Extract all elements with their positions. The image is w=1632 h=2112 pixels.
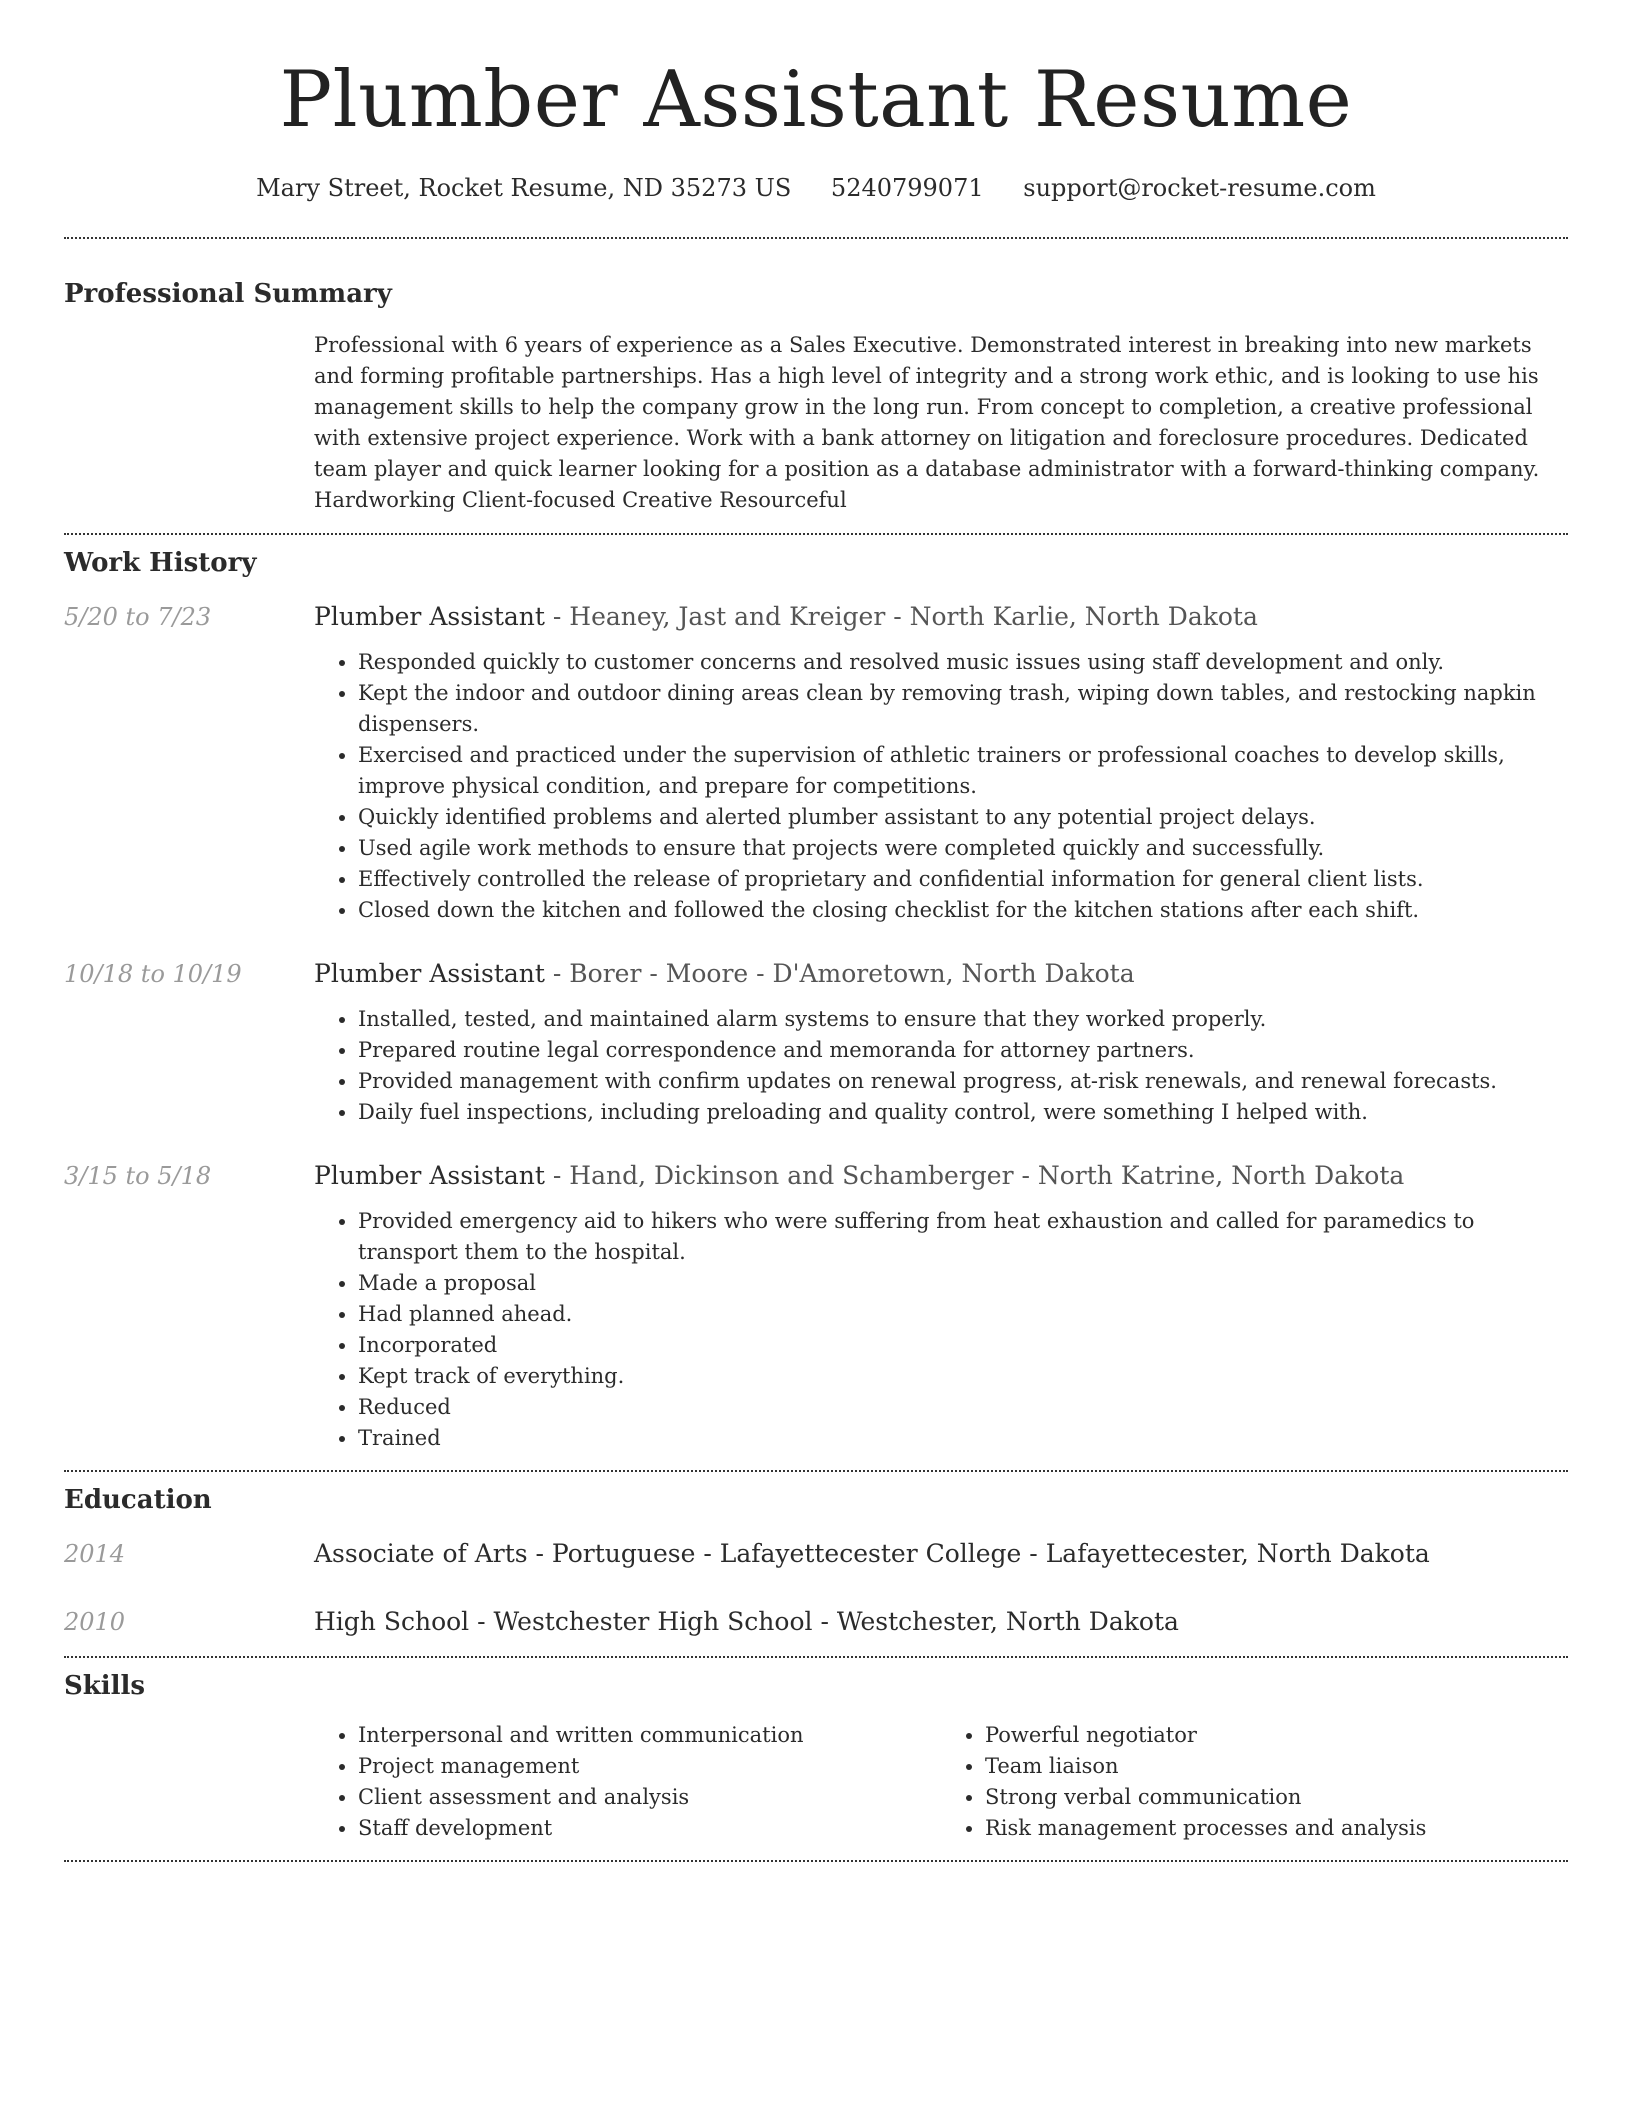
job-heading [314,601,1568,633]
job-bullets [314,647,1568,926]
list-item: • Kept the indoor and outdoor dining areas clean by removing trash, wiping down tables, and restocking napkin dispensers. [358,678,1568,740]
list-item: • Provided emergency aid to hikers who were suffering from heat exhaustion and called for paramedics to transport them to the hospital. [358,1206,1568,1268]
job-title: Plumber Assistant [314,602,545,631]
list-item: • Had planned ahead. [358,1299,1568,1330]
job-heading [314,1160,1568,1192]
education-entry [64,1538,1568,1570]
job-dates: 10/18 to 10/19 [64,960,242,988]
list-item: • Responded quickly to customer concerns and resolved music issues using staff development and only. [358,647,1568,678]
education-degree: High School [314,1607,470,1636]
list-item: • Daily fuel inspections, including preloading and quality control, were something I helped with. [358,1097,1568,1128]
skill-item: • Strong verbal communication [985,1782,1568,1813]
education-details: - Westchester High School - Westchester, North Dakota [469,1607,1179,1636]
summary-text: Professional with 6 years of experience as a Sales Executive. Demonstrated interest in breaking into new markets and forming profitable partnerships. Has a high level of integrity and a strong work ethic, and is looking to use his management skills to help the company grow in the long run. From concept to completion, a creative professional with extensive project experience. Work with a bank attorney on litigation and foreclosure procedures. Dedicated team player and quick learner looking for a position as a database administrator with a forward-thinking company. Hardworking Client-focused Creative Resourceful [314,333,1540,512]
education-details: - Portuguese - Lafayettecester College - Lafayettecester, North Dakota [527,1539,1430,1568]
skill-item: • Powerful negotiator [985,1720,1568,1751]
list-item: • Trained [358,1423,1568,1454]
work-history-heading: Work History [64,548,257,578]
job-details: - Borer - Moore - D'Amoretown, North Dakota [544,959,1135,988]
job-title: Plumber Assistant [314,1161,545,1190]
education-section [64,1472,1568,1638]
summary-heading: Professional Summary [64,279,392,309]
job-entry [64,601,1568,926]
skills-section [64,1658,1568,1844]
list-item: • Installed, tested, and maintained alarm systems to ensure that they worked properly. [358,1004,1568,1035]
list-item: • Quickly identified problems and alerted plumber assistant to any potential project delays. [358,802,1568,833]
list-item: • Made a proposal [358,1268,1568,1299]
list-item: • Prepared routine legal correspondence and memoranda for attorney partners. [358,1035,1568,1066]
divider [64,1860,1568,1862]
contact-line [64,172,1568,204]
job-title: Plumber Assistant [314,959,545,988]
skill-item: • Interpersonal and written communication [358,1720,941,1751]
contact-email: support@rocket-resume.com [1023,174,1376,202]
skill-item: • Risk management processes and analysis [985,1813,1568,1844]
education-year: 2010 [64,1608,126,1636]
summary-section [64,239,1568,516]
list-item: • Provided management with confirm updates on renewal progress, at-risk renewals, and renewal forecasts. [358,1066,1568,1097]
list-item: • Closed down the kitchen and followed the closing checklist for the kitchen stations after each shift. [358,895,1568,926]
job-dates: 3/15 to 5/18 [64,1162,212,1190]
education-year: 2014 [64,1540,126,1568]
skills-grid [314,1720,1568,1844]
skills-list-right [941,1720,1568,1844]
contact-phone: 5240799071 [830,174,984,202]
skill-item: • Client assessment and analysis [358,1782,941,1813]
job-entry [64,1160,1568,1454]
contact-address: Mary Street, Rocket Resume, ND 35273 US [256,174,792,202]
education-heading: Education [64,1485,212,1515]
job-details: - Heaney, Jast and Kreiger - North Karlie, North Dakota [544,602,1258,631]
job-bullets [314,1004,1568,1128]
skill-item: • Project management [358,1751,941,1782]
education-degree: Associate of Arts [314,1539,528,1568]
job-details: - Hand, Dickinson and Schamberger - North Katrine, North Dakota [544,1161,1405,1190]
list-item: • Used agile work methods to ensure that projects were completed quickly and successfully. [358,833,1568,864]
job-dates: 5/20 to 7/23 [64,603,212,631]
summary-row [64,330,1568,516]
list-item: • Effectively controlled the release of proprietary and confidential information for general client lists. [358,864,1568,895]
job-entry [64,958,1568,1128]
job-bullets [314,1206,1568,1454]
list-item: • Incorporated [358,1330,1568,1361]
skill-item: • Team liaison [985,1751,1568,1782]
resume-header [64,0,1568,204]
list-item: • Kept track of everything. [358,1361,1568,1392]
education-heading-line [314,1606,1568,1638]
skills-heading: Skills [64,1671,146,1701]
skill-item: • Staff development [358,1813,941,1844]
list-item: • Exercised and practiced under the supervision of athletic trainers or professional coaches to develop skills, improve physical condition, and prepare for competitions. [358,740,1568,802]
list-item: • Reduced [358,1392,1568,1423]
education-heading-line [314,1538,1568,1570]
education-entry [64,1606,1568,1638]
job-heading [314,958,1568,990]
resume-title: Plumber Assistant Resume [279,55,1353,145]
work-history-section [64,535,1568,1454]
skills-list-left [314,1720,941,1844]
